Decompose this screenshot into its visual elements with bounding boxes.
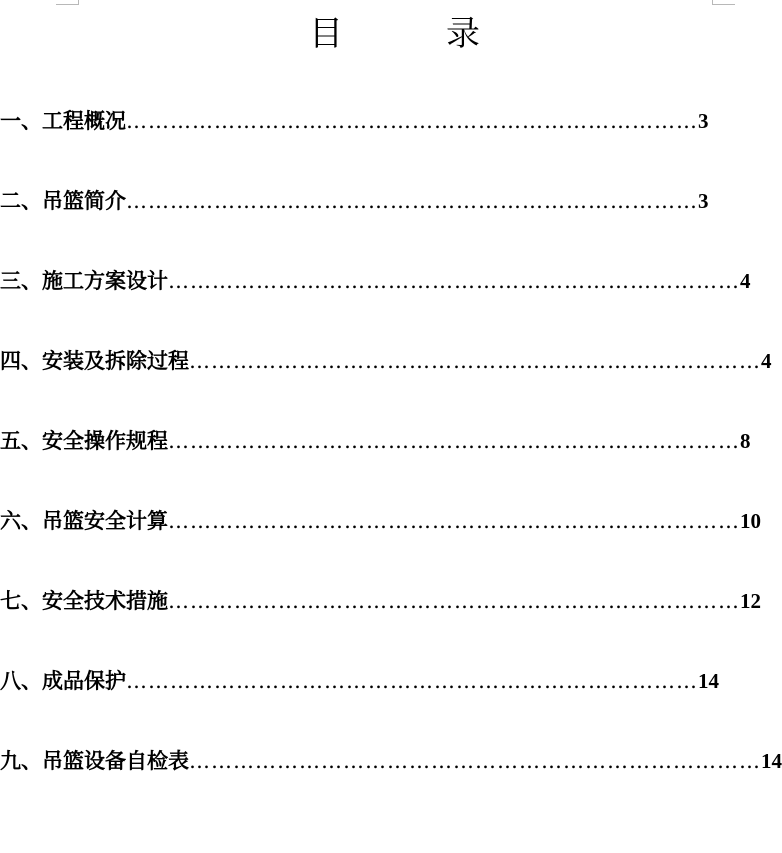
toc-entry-construction-plan[interactable] <box>0 263 751 299</box>
toc-title <box>0 12 777 56</box>
toc-title-char-1: 目 <box>309 14 343 54</box>
toc-leader-dots: …………………………………………………………………… <box>168 589 740 613</box>
page-corner-mark-right <box>712 0 735 5</box>
toc-entry-label: 二、吊篮简介 <box>0 189 126 213</box>
toc-entry-label: 七、安全技术措施 <box>0 589 168 613</box>
toc-entry-page: 3 <box>698 189 709 213</box>
toc-entry-page: 14 <box>761 749 782 773</box>
toc-entry-page: 14 <box>698 669 719 693</box>
toc-entry-safety-calculation[interactable] <box>0 503 761 539</box>
toc-entry-label: 九、吊篮设备自检表 <box>0 749 189 773</box>
toc-entry-label: 八、成品保护 <box>0 669 126 693</box>
toc-leader-dots: …………………………………………………………………… <box>189 349 761 373</box>
page-corner-mark-left <box>56 0 79 5</box>
toc-entry-page: 12 <box>740 589 761 613</box>
toc-entry-install-removal[interactable] <box>0 343 772 379</box>
toc-leader-dots: …………………………………………………………………… <box>168 509 740 533</box>
toc-entry-page: 10 <box>740 509 761 533</box>
toc-leader-dots: …………………………………………………………………… <box>126 189 698 213</box>
toc-leader-dots: …………………………………………………………………… <box>126 669 698 693</box>
toc-entry-label: 一、工程概况 <box>0 109 126 133</box>
toc-entry-label: 三、施工方案设计 <box>0 269 168 293</box>
toc-entry-self-inspection-form[interactable] <box>0 743 782 779</box>
toc-entry-page: 3 <box>698 109 709 133</box>
toc-leader-dots: …………………………………………………………………… <box>168 269 740 293</box>
toc-title-char-2: 录 <box>446 14 480 54</box>
toc-entry-page: 4 <box>761 349 772 373</box>
toc-entry-page: 8 <box>740 429 751 453</box>
toc-leader-dots: …………………………………………………………………… <box>189 749 761 773</box>
toc-leader-dots: …………………………………………………………………… <box>126 109 698 133</box>
toc-leader-dots: …………………………………………………………………… <box>168 429 740 453</box>
toc-entry-basket-intro[interactable] <box>0 183 709 219</box>
toc-entry-product-protection[interactable] <box>0 663 719 699</box>
toc-entry-label: 五、安全操作规程 <box>0 429 168 453</box>
toc-entry-page: 4 <box>740 269 751 293</box>
toc-entry-label: 六、吊篮安全计算 <box>0 509 168 533</box>
toc-entry-safety-procedures[interactable] <box>0 423 751 459</box>
toc-entry-project-overview[interactable] <box>0 103 709 139</box>
toc-entry-label: 四、安装及拆除过程 <box>0 349 189 373</box>
toc-entry-safety-measures[interactable] <box>0 583 761 619</box>
